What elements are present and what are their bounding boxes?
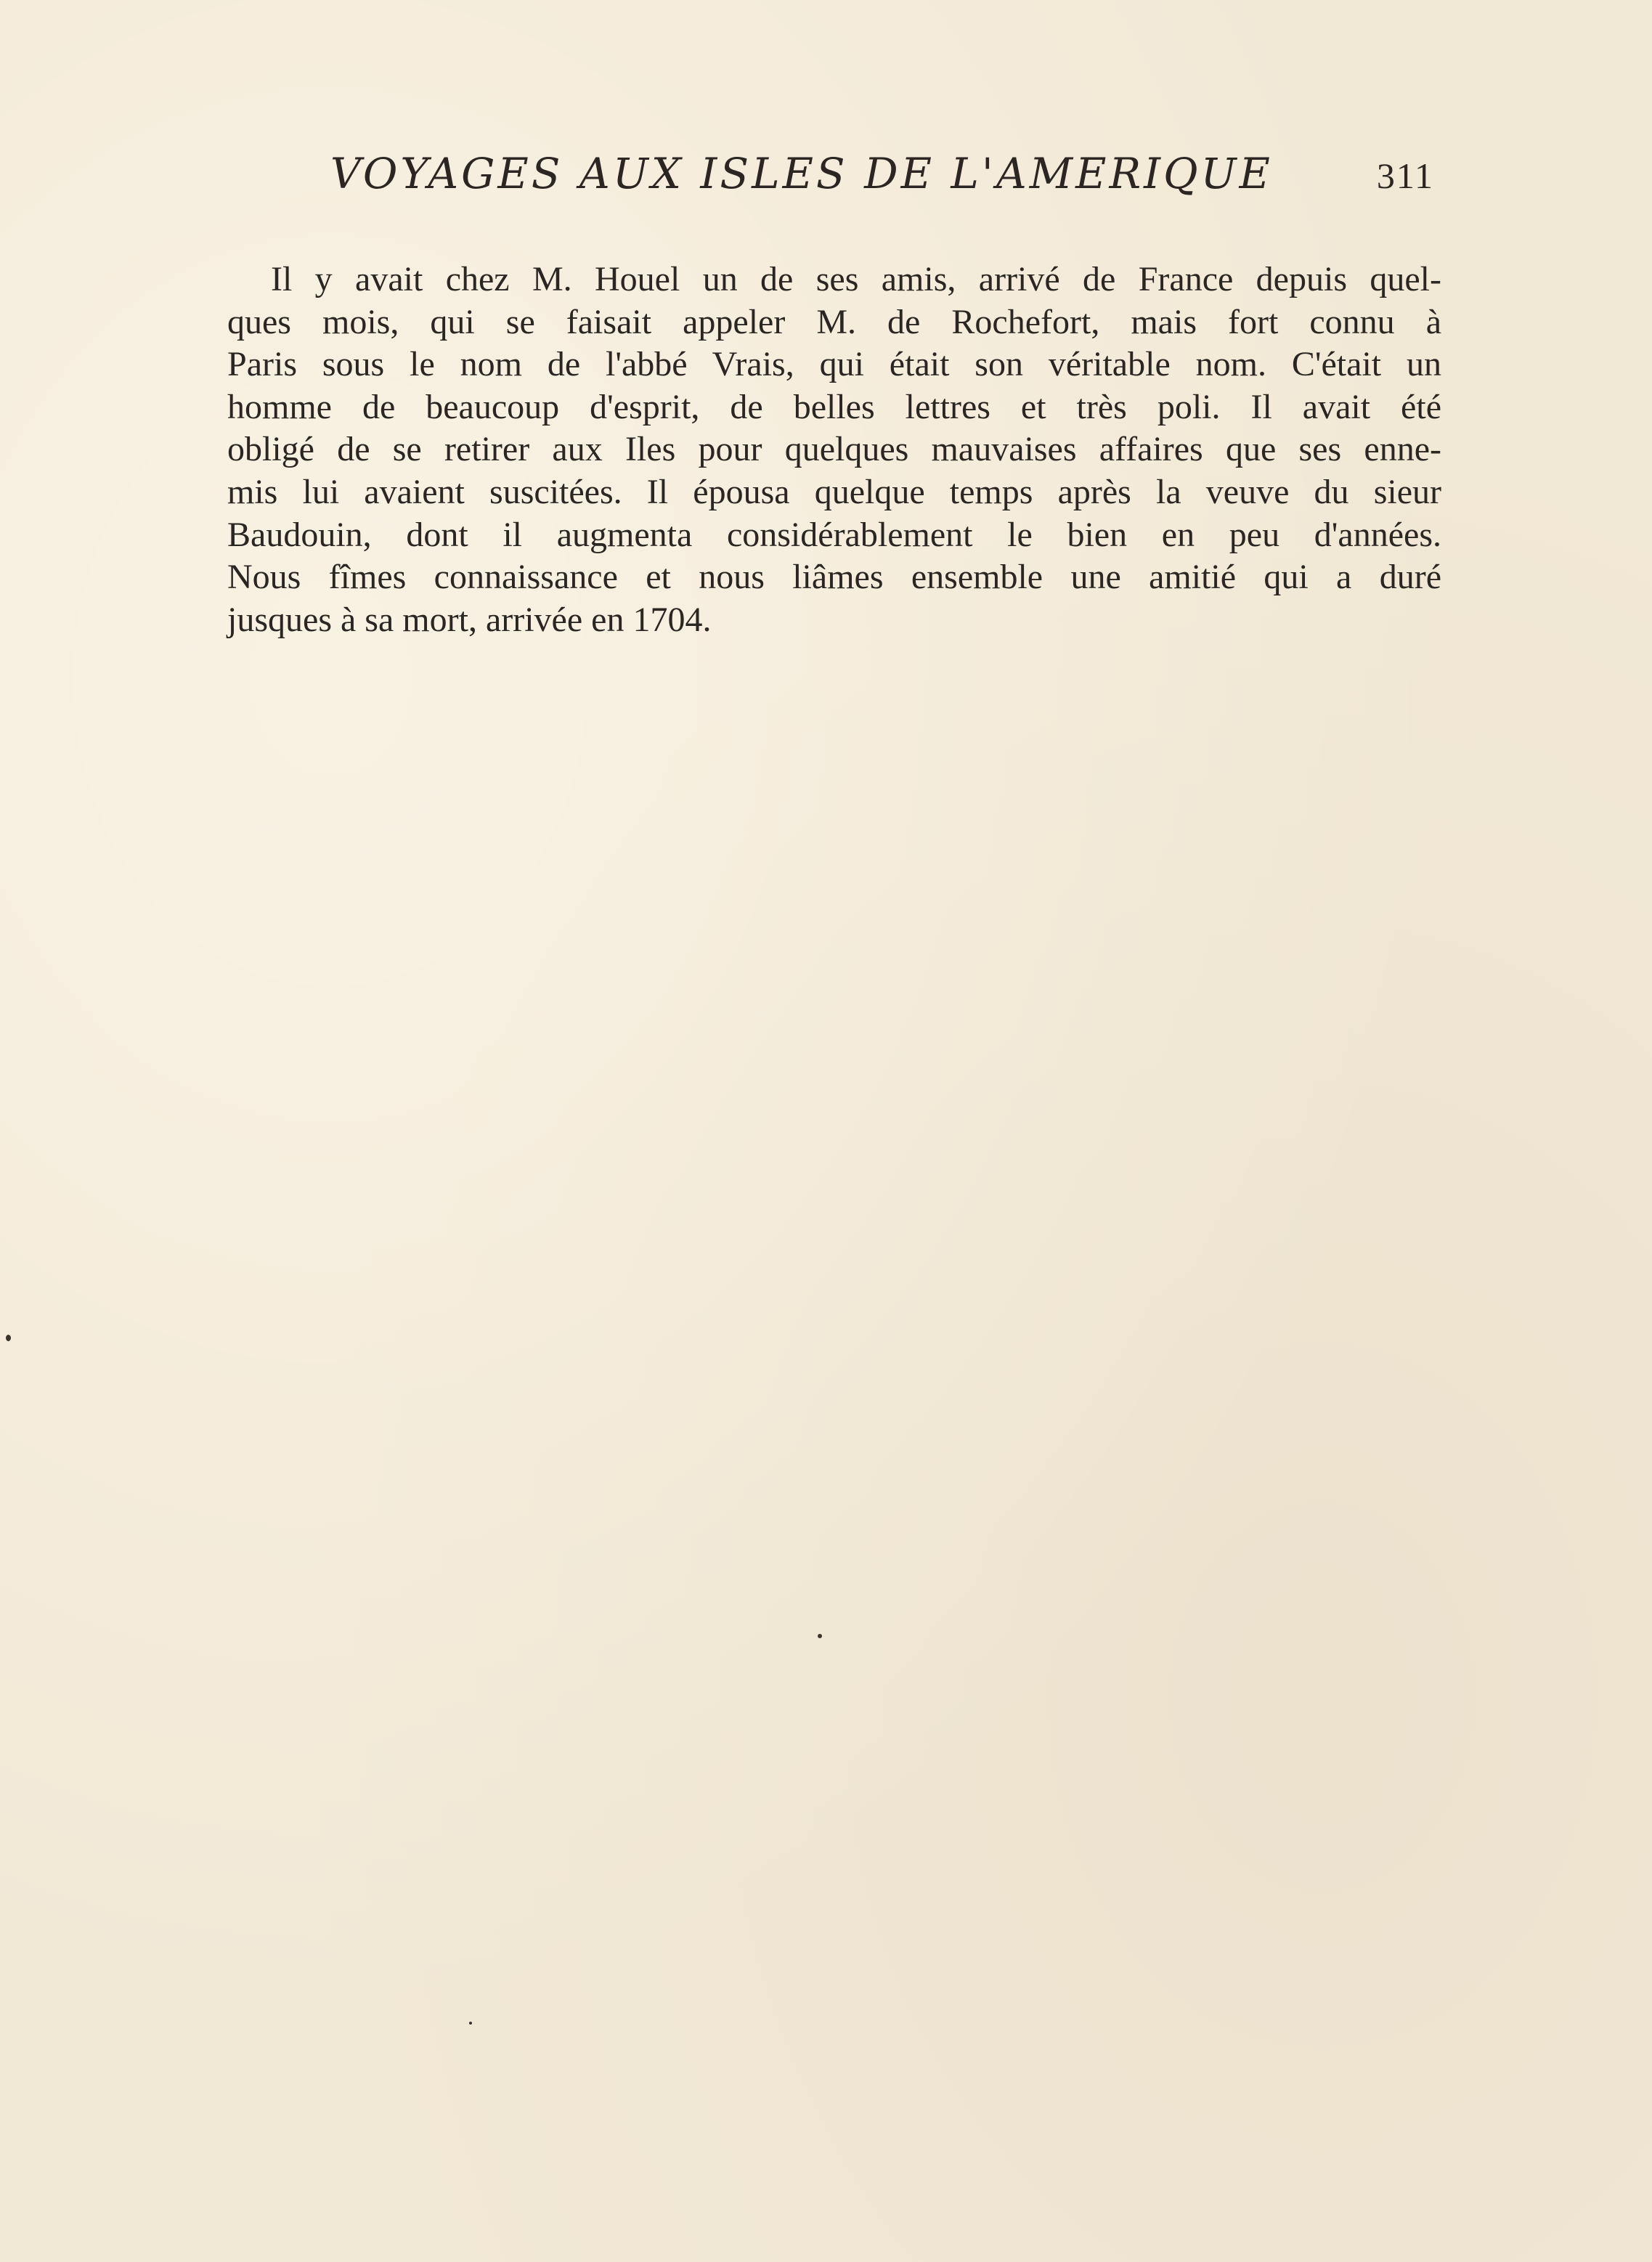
text-line: jusques à sa mort, arrivée en 1704. xyxy=(227,600,712,639)
text-line: Baudouin, dont il augmenta considérablement le bien en peu d'années. xyxy=(227,515,1441,554)
text-line: homme de beaucoup d'esprit, de belles lettres et très poli. Il avait été xyxy=(227,387,1441,426)
running-head xyxy=(330,149,1434,214)
text-line: Il y avait chez M. Houel un de ses amis, arrivé de France depuis quel- xyxy=(271,260,1441,298)
paper-speck xyxy=(6,1335,11,1341)
text-line: Nous fîmes connaissance et nous liâmes ensemble une amitié qui a duré xyxy=(227,558,1441,597)
text-line: ques mois, qui se faisait appeler M. de Rochefort, mais fort connu à xyxy=(227,302,1441,341)
paragraph xyxy=(227,259,1441,641)
paper-speck xyxy=(818,1634,822,1638)
paper-speck xyxy=(469,2022,472,2025)
page-number: 311 xyxy=(1376,155,1434,196)
running-title: VOYAGES AUX ISLES DE L'AMERIQUE xyxy=(330,149,1273,198)
text-line: mis lui avaient suscitées. Il épousa quelque temps après la veuve du sieur xyxy=(227,472,1441,511)
text-line: Paris sous le nom de l'abbé Vrais, qui était son véritable nom. C'était un xyxy=(227,345,1441,384)
text-line: obligé de se retirer aux Iles pour quelques mauvaises affaires que ses enne- xyxy=(227,430,1441,469)
